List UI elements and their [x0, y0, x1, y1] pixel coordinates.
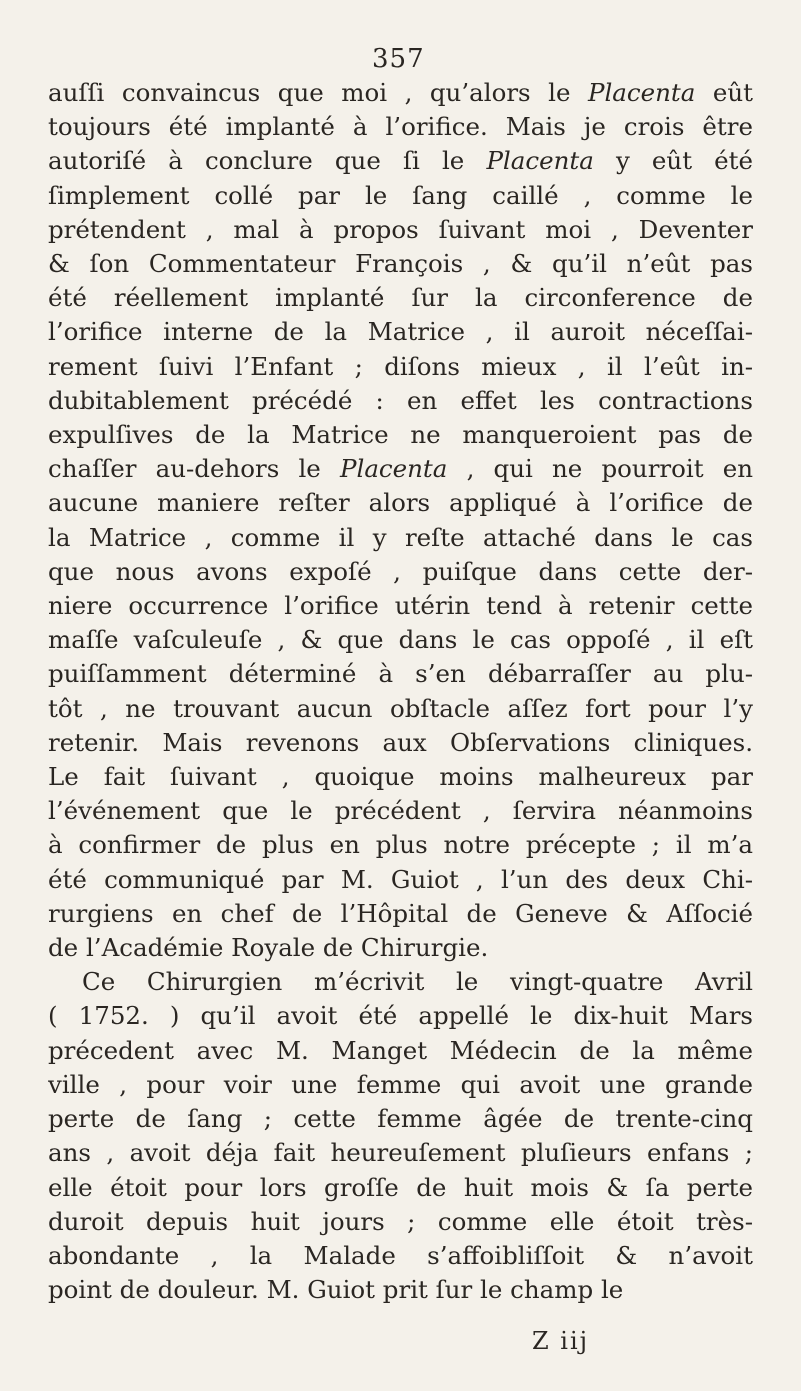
- text-segment: eût: [695, 78, 753, 107]
- text-segment: aucune maniere reſter alors appliqué à l’orifice de: [48, 488, 753, 518]
- italic-term: Placenta: [587, 78, 696, 107]
- text-line: [48, 521, 753, 555]
- text-segment: de l’Académie Royale de Chirurgie.: [48, 933, 489, 963]
- text-segment: ville , pour voir une femme qui avoit une grande: [48, 1069, 753, 1099]
- italic-term: Placenta: [486, 146, 594, 176]
- text-line: [48, 623, 753, 657]
- text-line: [48, 965, 753, 999]
- text-line: [48, 486, 753, 520]
- signature-mark: Z iij: [532, 1327, 590, 1355]
- text-line: [48, 1068, 753, 1102]
- text-segment: rement ſuivi l’Enfant ; diſons mieux , il l’eût in-: [48, 351, 753, 381]
- text-line: [48, 1171, 753, 1205]
- text-line: [48, 555, 753, 589]
- text-segment: perte de ſang ; cette femme âgée de trente-cinq: [48, 1104, 753, 1134]
- text-line: [48, 657, 753, 691]
- text-segment: retenir. Mais revenons aux Obſervations cliniques.: [48, 727, 753, 757]
- text-line: [48, 452, 753, 486]
- text-segment: point de douleur. M. Guiot prit ſur le champ le: [48, 1275, 624, 1305]
- text-segment: y eût été: [593, 146, 753, 176]
- text-line: [48, 110, 753, 144]
- text-line: [48, 1239, 753, 1273]
- text-segment: autoriſé à conclure que ſi le: [48, 146, 487, 176]
- text-segment: duroit depuis huit jours ; comme elle étoit très-: [48, 1206, 753, 1236]
- text-line: [48, 350, 753, 384]
- text-line: [48, 315, 753, 349]
- text-segment: auſſi convaincus que moi , qu’alors le: [48, 78, 588, 107]
- text-segment: abondante , la Malade s’affoibliſſoit & n’avoit: [48, 1240, 753, 1270]
- text-line: [48, 281, 753, 315]
- text-line: [48, 1205, 753, 1239]
- text-line: [48, 418, 753, 452]
- text-segment: elle étoit pour lors groſſe de huit mois & ſa perte: [48, 1172, 753, 1202]
- text-segment: prétendent , mal à propos ſuivant moi , Deventer: [48, 214, 753, 244]
- text-line: [48, 726, 753, 760]
- text-segment: toujours été implanté à l’orifice. Mais je crois être: [48, 112, 753, 142]
- text-line: [48, 760, 753, 794]
- text-line: [48, 1273, 753, 1307]
- text-segment: Ce Chirurgien m’écrivit le vingt-quatre Avril: [82, 967, 753, 997]
- text-line: [48, 384, 753, 418]
- text-segment: & ſon Commentateur François , & qu’il n’eût pas: [48, 249, 753, 279]
- text-line: [48, 692, 753, 726]
- text-segment: que nous avons expoſé , puiſque dans cette der-: [48, 556, 753, 586]
- text-line: [48, 828, 753, 862]
- text-line: [48, 1102, 753, 1136]
- text-line: [48, 589, 753, 623]
- text-line: [48, 144, 753, 178]
- text-segment: ans , avoit déja fait heureuſement pluſieurs enfans ;: [48, 1138, 753, 1168]
- italic-term: Placenta: [340, 454, 448, 484]
- text-line: [48, 213, 753, 247]
- body-text: [48, 76, 753, 1307]
- text-line: [48, 1034, 753, 1068]
- text-segment: maſſe vaſculeuſe , & que dans le cas oppoſé , il eſt: [48, 625, 753, 655]
- text-line: [48, 794, 753, 828]
- text-line: [48, 999, 753, 1033]
- text-segment: puiſſamment déterminé à s’en débarraſſer au plu-: [48, 659, 753, 689]
- text-segment: , qui ne pourroit en: [447, 454, 753, 484]
- text-segment: été réellement implanté ſur la circonference de: [48, 283, 753, 313]
- text-segment: tôt , ne trouvant aucun obſtacle aſſez fort pour l’y: [48, 693, 753, 723]
- text-segment: chaſſer au-dehors le: [48, 454, 340, 484]
- text-segment: à confirmer de plus en plus notre précepte ; il m’a: [48, 830, 753, 860]
- text-segment: l’événement que le précédent , ſervira néanmoins: [48, 796, 753, 826]
- page-number: 357: [372, 44, 425, 74]
- text-segment: ( 1752. ) qu’il avoit été appellé le dix-huit Mars: [48, 1001, 753, 1031]
- text-segment: Le fait ſuivant , quoique moins malheureux par: [48, 762, 753, 792]
- text-segment: précedent avec M. Manget Médecin de la même: [48, 1035, 753, 1065]
- text-line: [48, 931, 753, 965]
- text-segment: niere occurrence l’orifice utérin tend à retenir cette: [48, 591, 753, 621]
- text-line: [48, 1136, 753, 1170]
- text-line: [48, 863, 753, 897]
- text-segment: rurgiens en chef de l’Hôpital de Geneve & Aſſocié: [48, 898, 753, 928]
- text-line: [48, 76, 753, 110]
- text-segment: l’orifice interne de la Matrice , il auroit néceſſai-: [48, 317, 753, 347]
- text-segment: expulſives de la Matrice ne manqueroient pas de: [48, 420, 753, 450]
- text-segment: ſimplement collé par le ſang caillé , comme le: [48, 180, 753, 210]
- text-line: [48, 247, 753, 281]
- text-segment: la Matrice , comme il y reſte attaché dans le cas: [48, 522, 753, 552]
- text-segment: dubitablement précédé : en effet les contractions: [48, 385, 753, 415]
- text-line: [48, 897, 753, 931]
- text-line: [48, 179, 753, 213]
- text-segment: été communiqué par M. Guiot , l’un des deux Chi-: [48, 864, 753, 894]
